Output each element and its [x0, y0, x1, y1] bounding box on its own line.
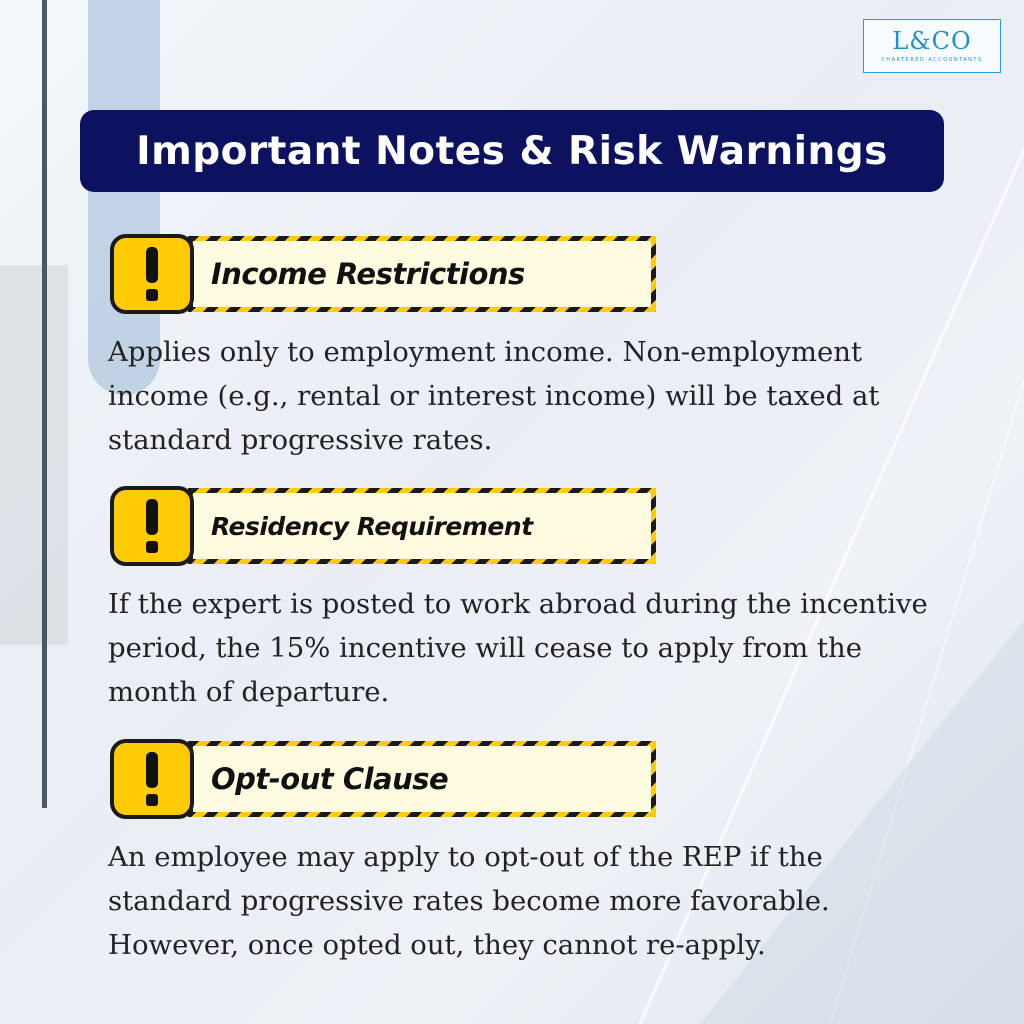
caution-tape-label — [188, 741, 656, 817]
section-heading: Opt-out Clause — [211, 762, 449, 796]
exclamation-warning-icon — [110, 739, 194, 819]
section-residency-requirement — [108, 486, 938, 714]
page-title: Important Notes & Risk Warnings — [136, 128, 888, 174]
caution-tape-label — [188, 488, 656, 564]
section-body: Applies only to employment income. Non-employment income (e.g., rental or interest income) will be taxed at standard progressive rates. — [108, 336, 880, 456]
section-header — [108, 486, 938, 566]
title-banner — [80, 110, 944, 192]
section-heading: Income Restrictions — [211, 257, 525, 291]
company-logo — [863, 19, 1001, 73]
section-body: If the expert is posted to work abroad during the incentive period, the 15% incentive will cease to apply from the month of departure. — [108, 588, 928, 708]
section-header — [108, 739, 938, 819]
section-opt-out-clause — [108, 739, 938, 967]
caution-tape-label — [188, 236, 656, 312]
logo-subtitle: CHARTERED ACCOUNTANTS — [881, 57, 983, 63]
section-header — [108, 234, 938, 314]
section-heading: Residency Requirement — [211, 511, 533, 541]
section-body: An employee may apply to opt-out of the REP if the standard progressive rates become more favorable. However, once opted out, they cannot re-apply. — [108, 841, 830, 961]
section-income-restrictions — [108, 234, 938, 462]
logo-text: L&CO — [892, 27, 972, 55]
exclamation-warning-icon — [110, 234, 194, 314]
exclamation-warning-icon — [110, 486, 194, 566]
